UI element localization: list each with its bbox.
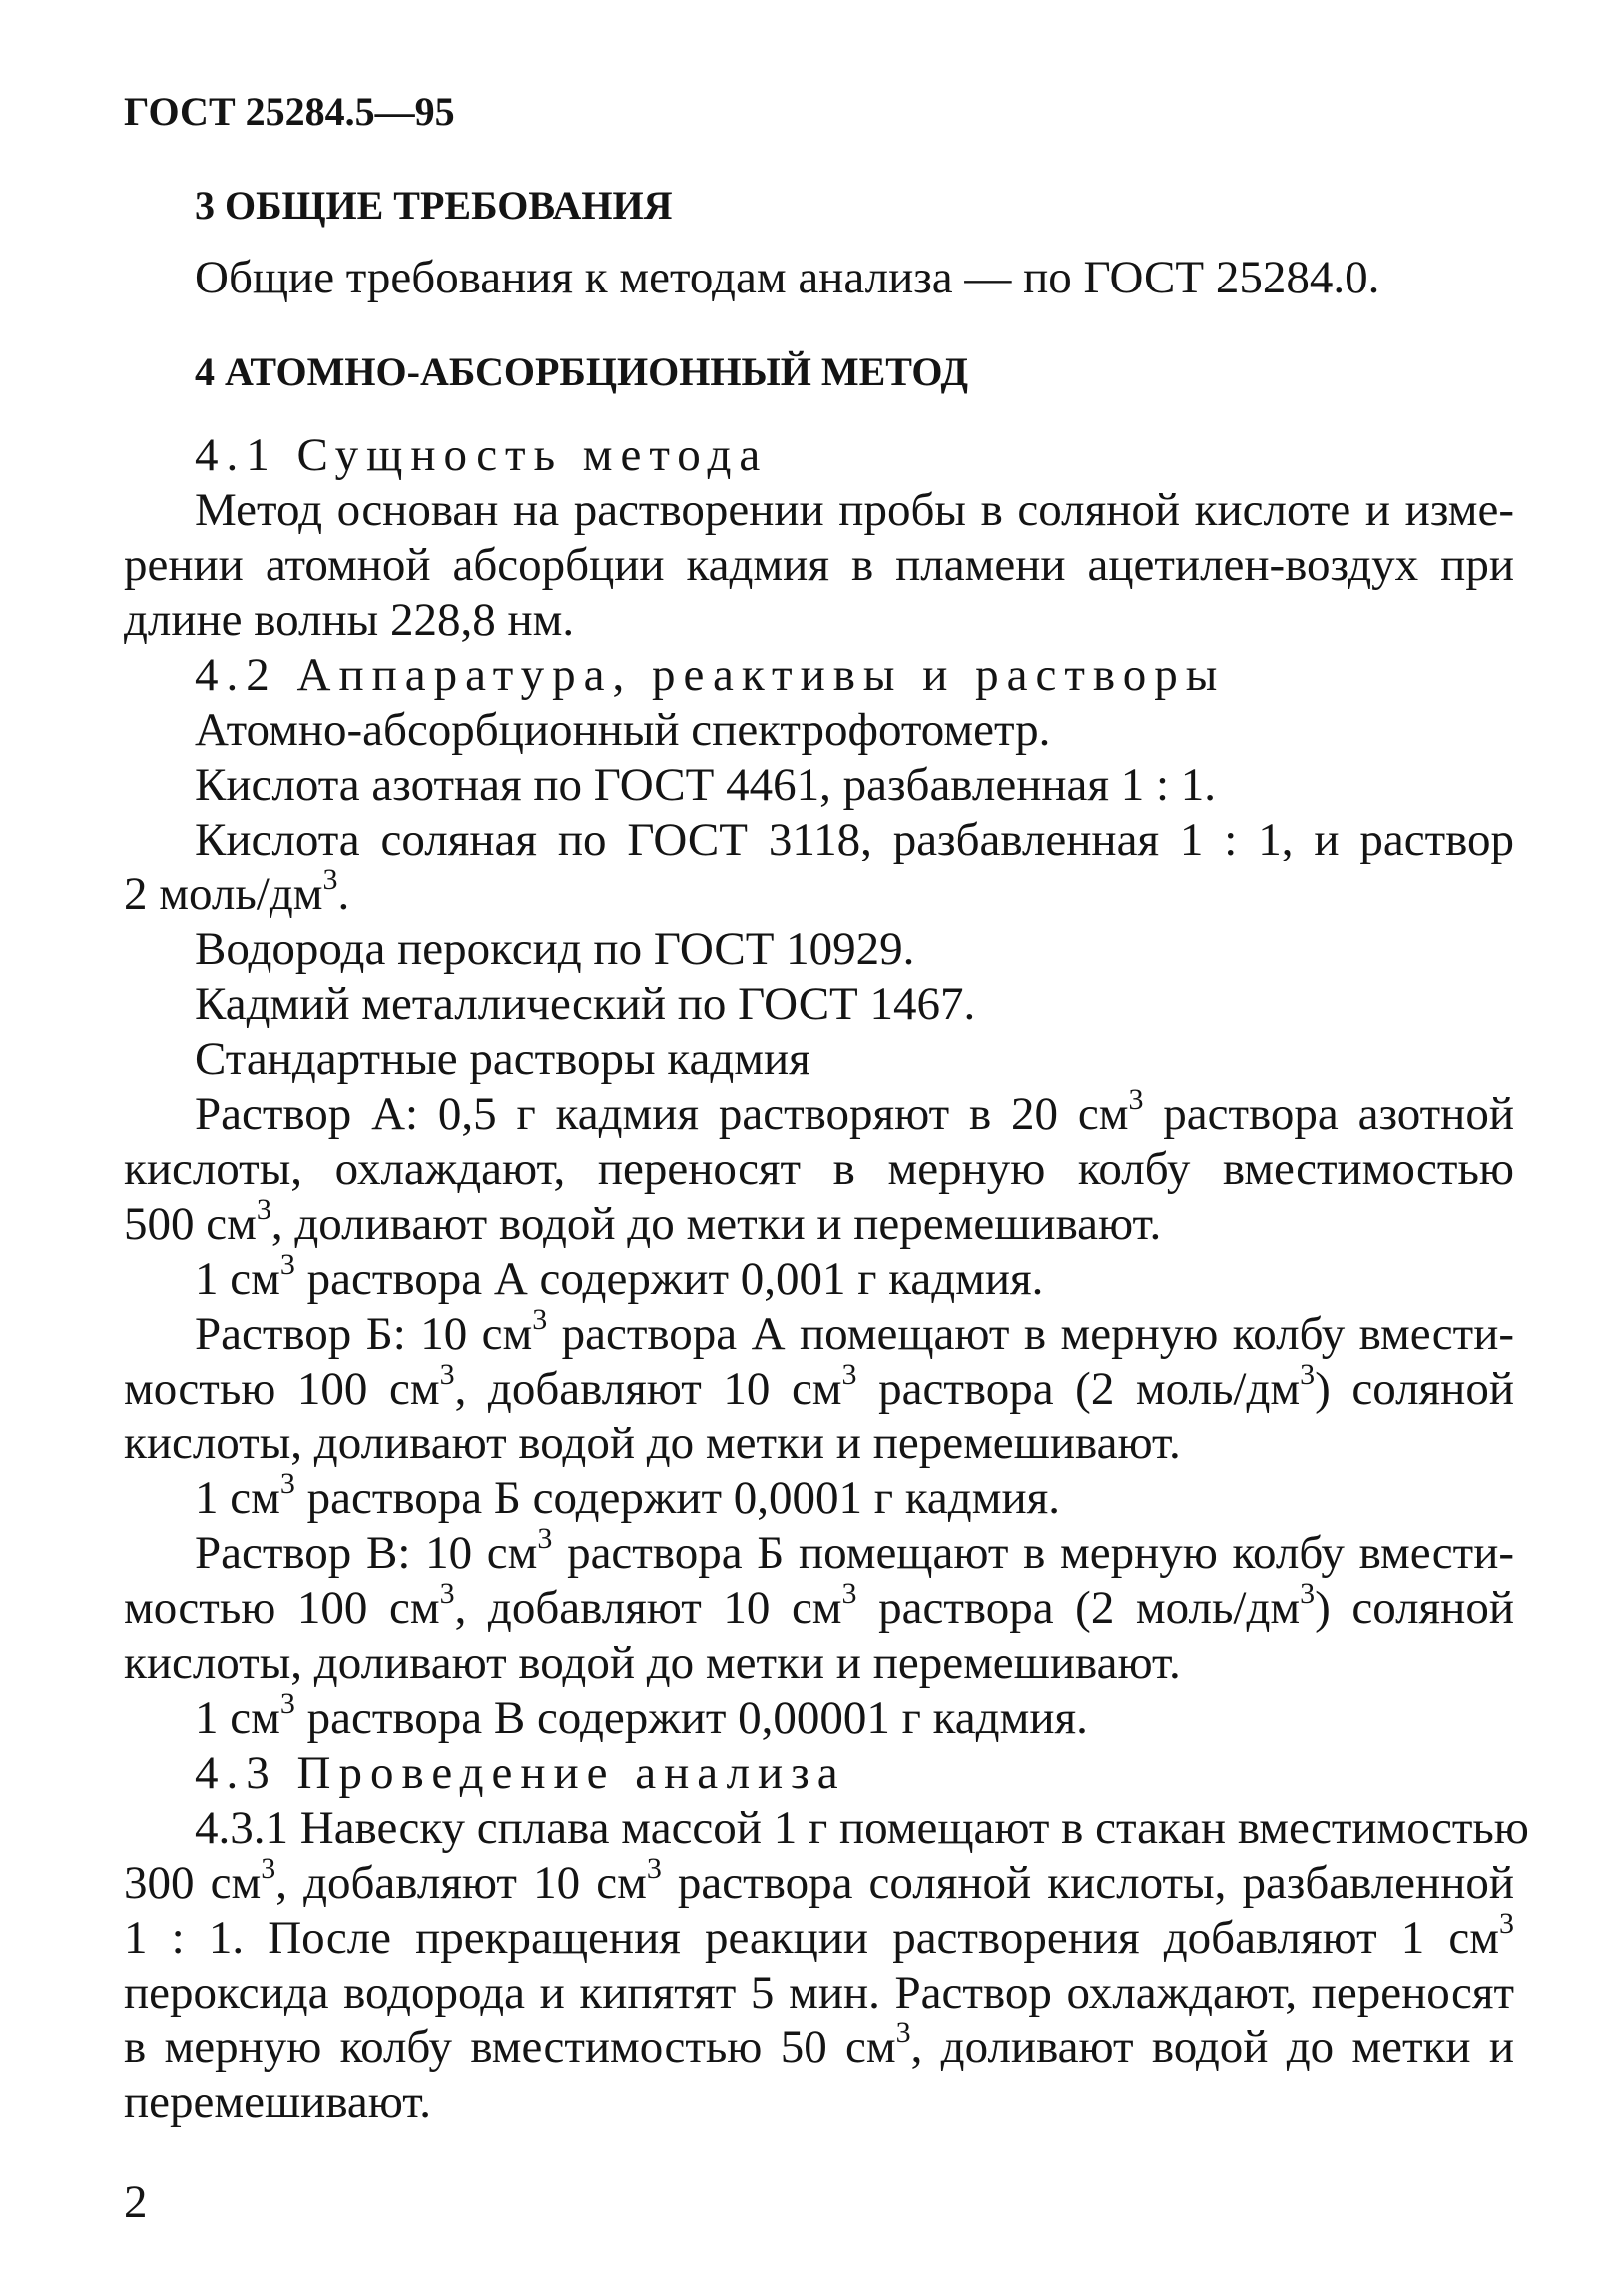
list-item: Стандартные растворы кадмия xyxy=(195,1033,810,1085)
paragraph-line: мостью 100 $см^3$, добавляют 10 $см^3$ раствора (2 моль/$дм^3$) соляной xyxy=(124,1358,1514,1415)
section-3-text: Общие требования к методам анализа — по ГОСТ 25284.0. xyxy=(195,252,1380,303)
paragraph-line: Раствор Б: 10 $см^3$ раствора А помещают в мерную колбу вмести- xyxy=(195,1303,1514,1360)
paragraph-line: 500 $см^3$, доливают водой до метки и перемешивают. xyxy=(124,1193,1162,1250)
list-item: Кислота азотная по ГОСТ 4461, разбавленная 1 : 1. xyxy=(195,759,1217,811)
list-item: Атомно-абсорбционный спектрофотометр. xyxy=(195,704,1051,756)
paragraph-line: Метод основан на растворении пробы в соляной кислоте и изме- xyxy=(195,484,1514,536)
paragraph-line: 1 : 1. После прекращения реакции растворения добавляют 1 $см^3$ xyxy=(124,1907,1514,1964)
paragraph-line: кислоты, охлаждают, переносят в мерную колбу вместимостью xyxy=(124,1143,1514,1195)
paragraph-line: 1 $см^3$ раствора В содержит 0,00001 г кадмия. xyxy=(195,1687,1088,1744)
paragraph-line: Раствор В: 10 $см^3$ раствора Б помещают в мерную колбу вмести- xyxy=(195,1522,1514,1579)
paragraph-line: длине волны 228,8 нм. xyxy=(124,594,575,646)
paragraph-line: кислоты, доливают водой до метки и перемешивают. xyxy=(124,1637,1181,1689)
paragraph-line: мостью 100 $см^3$, добавляют 10 $см^3$ раствора (2 моль/$дм^3$) соляной xyxy=(124,1577,1514,1634)
paragraph-line: Раствор А: 0,5 г кадмия растворяют в 20 $см^3$ раствора азотной xyxy=(195,1083,1514,1140)
subsection-4-1-title: 4.1 Сущность метода xyxy=(195,429,769,481)
paragraph-line: пероксида водорода и кипятят 5 мин. Раствор охлаждают, переносят xyxy=(124,1967,1514,2018)
paragraph-line: 1 $см^3$ раствора Б содержит 0,0001 г кадмия. xyxy=(195,1467,1060,1524)
section-3-heading: 3 ОБЩИЕ ТРЕБОВАНИЯ xyxy=(195,183,673,228)
paragraph-line: 300 $см^3$, добавляют 10 $см^3$ раствора соляной кислоты, разбавленной xyxy=(124,1852,1514,1909)
paragraph-line: в мерную колбу вместимостью 50 $см^3$, доливают водой до метки и xyxy=(124,2016,1514,2073)
paragraph-line: 4.3.1 Навеску сплава массой 1 г помещают в стакан вместимостью xyxy=(195,1802,1529,1854)
page-number: 2 xyxy=(124,2176,148,2228)
paragraph-line: рении атомной абсорбции кадмия в пламени ацетилен-воздух при xyxy=(124,539,1514,591)
list-item: Водорода пероксид по ГОСТ 10929. xyxy=(195,923,915,975)
paragraph-line: 1 $см^3$ раствора А содержит 0,001 г кадмия. xyxy=(195,1248,1044,1305)
list-item-continuation: 2 моль/$дм^3$. xyxy=(124,863,350,920)
subsection-4-2-title: 4.2 Аппаратура, реактивы и растворы xyxy=(195,649,1226,701)
document-code: ГОСТ 25284.5—95 xyxy=(124,89,455,134)
list-item: Кислота соляная по ГОСТ 3118, разбавленная 1 : 1, и раствор xyxy=(195,814,1514,865)
paragraph-line: перемешивают. xyxy=(124,2076,432,2128)
subsection-4-3-title: 4.3 Проведение анализа xyxy=(195,1747,846,1799)
list-item: Кадмий металлический по ГОСТ 1467. xyxy=(195,978,976,1030)
paragraph-line: кислоты, доливают водой до метки и перемешивают. xyxy=(124,1418,1181,1469)
section-4-heading: 4 АТОМНО-АБСОРБЦИОННЫЙ МЕТОД xyxy=(195,349,969,394)
